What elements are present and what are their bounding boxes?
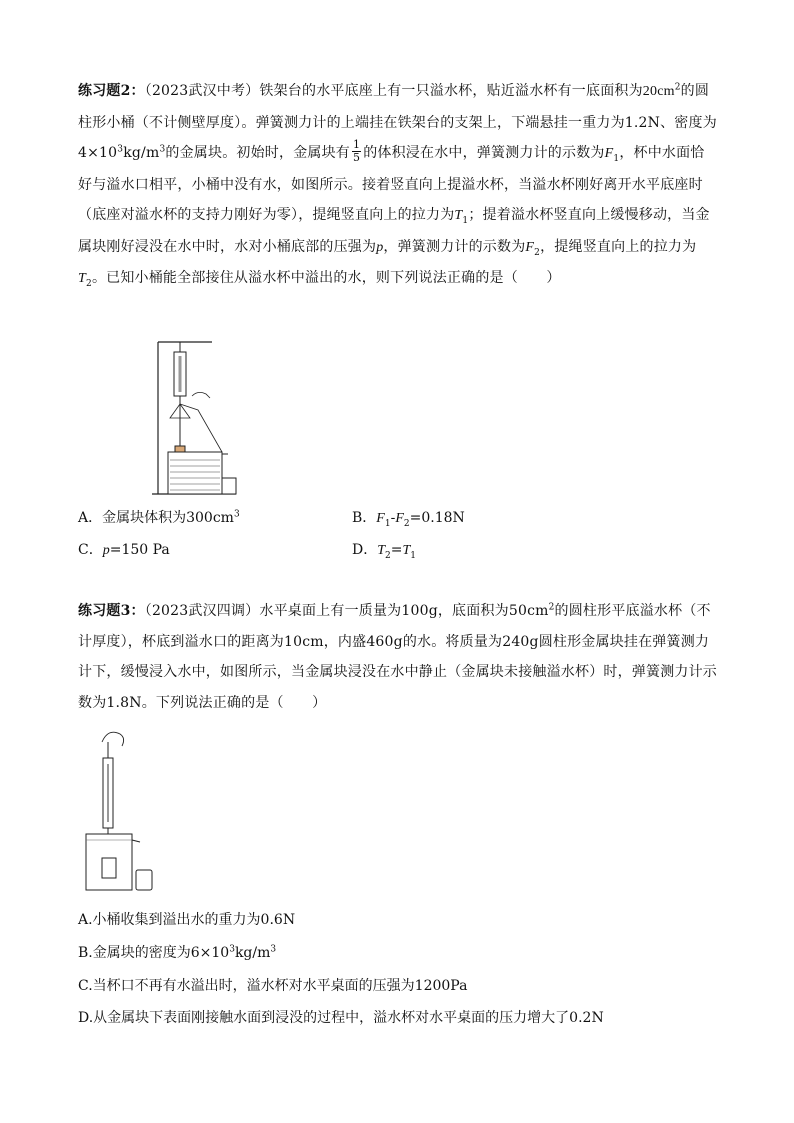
q2-option-b[interactable]: B．$F_1-F_2=0.18N$ — [352, 510, 465, 529]
q3-apparatus-figure — [80, 728, 160, 894]
fraction-one-fifth: $\frac{1}{5}$ — [353, 137, 361, 164]
q2-apparatus-figure — [150, 338, 240, 498]
question-2-text: 练习题2：（2023武汉中考）铁架台的水平底座上有一只溢水杯，贴近溢水杯有一底面积为$20cm^2$的圆柱形小桶（不计侧壁厚度）。弹簧测力计的上端挂在铁架台的支架上，下端悬挂一重力为1.2N、密度为$4\times 10^3kg/m^3$的金属块。初始时，金属块有 $\frac{1}{5}$ 的体积浸在水中，弹簧测力计的示数为$F_1$，杯中水面恰好与溢水口相平，小桶中没有水，如图所示。接着竖直向上提溢水杯，当溢水杯刚好离开水平底座时（底座对溢水杯的支持力刚好为零），提绳竖直向上的拉力为$T_1$；提着溢水杯竖直向上缓慢移动，当金属块刚好浸没在水中时，水对小桶底部的压强为p，弹簧测力计的示数为$F_2$，提绳竖直向上的拉力为$T_2$。已知小桶能全部接住从溢水杯中溢出的水，则下列说法正确的是（ ） — [78, 82, 717, 289]
q2-option-c[interactable]: C．p=150 Pa — [78, 542, 170, 558]
q2-label: 练习题2： — [78, 83, 145, 99]
q3-option-c[interactable]: C.当杯口不再有水溢出时，溢水杯对水平桌面的压强为1200Pa — [78, 978, 468, 994]
q3-label: 练习题3： — [78, 603, 145, 619]
q3-option-b[interactable]: B.金属块的密度为$6\times 10^3kg/m^3$ — [78, 944, 277, 961]
question-3-text: 练习题3：（2023武汉四调）水平桌面上有一质量为100g，底面积为$50cm^2$的圆柱形平底溢水杯（不计厚度），杯底到溢水口的距离为10cm，内盛460g的水。将质量为240g圆柱形金属块挂在弹簧测力计下，缓慢浸入水中，如图所示，当金属块浸没在水中静止（金属块未接触溢水杯）时，弹簧测力计示数为1.8N。下列说法正确的是（ ） — [78, 602, 717, 711]
q3-option-d[interactable]: D.从金属块下表面刚接触水面到浸没的过程中，溢水杯对水平桌面的压力增大了0.2N — [78, 1010, 604, 1026]
q2-option-d[interactable]: D．$T_2=T_1$ — [352, 542, 417, 561]
q2-option-a[interactable]: A．金属块体积为$300cm^3$ — [78, 509, 240, 526]
q2-source: （2023武汉中考） — [144, 83, 260, 99]
q3-option-a[interactable]: A.小桶收集到溢出水的重力为0.6N — [78, 912, 296, 928]
